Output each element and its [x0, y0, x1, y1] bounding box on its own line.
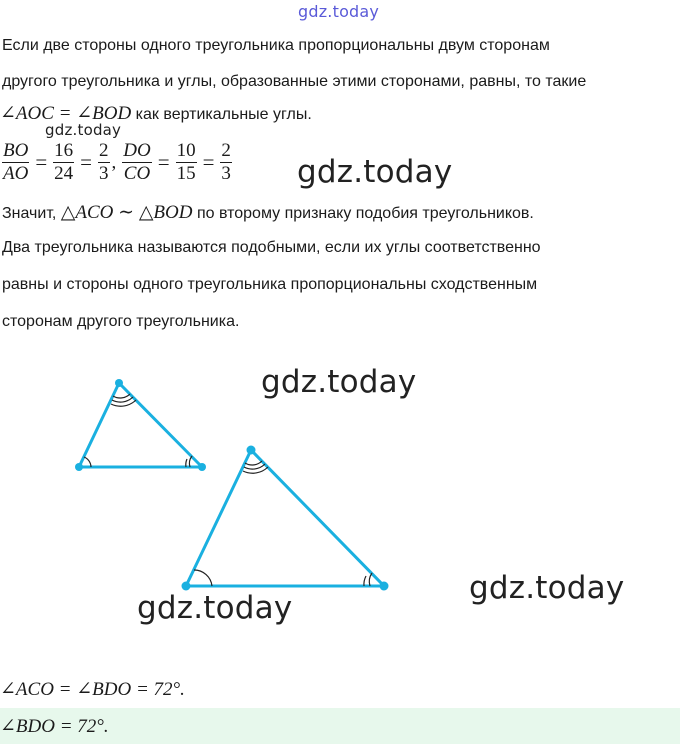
small-triangle: [79, 383, 202, 467]
ratios-formula: [2, 140, 232, 185]
paragraph-line-1: Если две стороны одного треугольника пропорциональны двум сторонам: [2, 37, 550, 54]
vertical-angles-text: как вертикальные углы.: [135, 106, 312, 123]
fraction-16-24: [53, 140, 74, 185]
watermark-top: gdz.today: [298, 2, 380, 21]
fraction-2-3: [220, 140, 232, 185]
large-triangle-vertices: [182, 446, 389, 591]
fraction-numerator: 16: [54, 140, 74, 161]
similarity-formula: △ACO ∼ △BOD: [60, 202, 193, 223]
equals-sign: =: [35, 150, 48, 174]
answer-text: ∠BDO = 72°.: [0, 716, 109, 737]
fraction-numerator: DO: [123, 140, 151, 161]
fraction-denominator: 3: [221, 163, 231, 184]
fraction-denominator: 15: [176, 163, 196, 184]
conclusion-prefix: Значит,: [2, 205, 57, 222]
large-triangle-angle-marks: [194, 461, 372, 586]
similarity-conclusion: [2, 201, 534, 224]
fraction-bo-ao: [2, 140, 29, 185]
fraction-denominator: 3: [99, 163, 109, 184]
fraction-do-co: [122, 140, 151, 185]
conclusion-suffix: по второму признаку подобия треугольников.: [196, 205, 534, 222]
comma: ,: [111, 151, 117, 173]
small-triangle-angle-marks: [84, 394, 192, 467]
fraction-numerator: BO: [3, 140, 29, 161]
fraction-denominator: 24: [54, 163, 74, 184]
fraction-2-3: [98, 140, 110, 185]
watermark-small: gdz.today: [45, 121, 122, 139]
angle-equality: ∠ACO = ∠BDO = 72°.: [0, 679, 185, 700]
watermark-figure-top: gdz.today: [261, 364, 417, 400]
fraction-10-15: [176, 140, 197, 185]
answer-bar: [0, 708, 680, 744]
watermark-figure-left: gdz.today: [137, 590, 293, 626]
vertical-angles-formula: ∠AOC = ∠BOD: [0, 103, 132, 124]
small-triangle-vertices: [75, 379, 206, 471]
watermark-figure-right: gdz.today: [469, 570, 625, 606]
fraction-denominator: CO: [123, 163, 151, 184]
large-triangle: [186, 450, 384, 586]
fraction-numerator: 2: [221, 140, 231, 161]
fraction-denominator: AO: [3, 163, 29, 184]
equals-sign: =: [80, 150, 93, 174]
definition-line-3: сторонам другого треугольника.: [2, 313, 240, 330]
watermark-inline: gdz.today: [297, 154, 453, 190]
fraction-numerator: 2: [99, 140, 109, 161]
equals-sign: =: [157, 150, 170, 174]
paragraph-line-2: другого треугольника и углы, образованные этими сторонами, равны, то такие: [2, 73, 587, 90]
definition-line-2: равны и стороны одного треугольника пропорциональны сходственным: [2, 276, 538, 293]
fraction-numerator: 10: [176, 140, 196, 161]
equals-sign: =: [202, 150, 215, 174]
definition-line-1: Два треугольника называются подобными, если их углы соответственно: [2, 239, 541, 256]
